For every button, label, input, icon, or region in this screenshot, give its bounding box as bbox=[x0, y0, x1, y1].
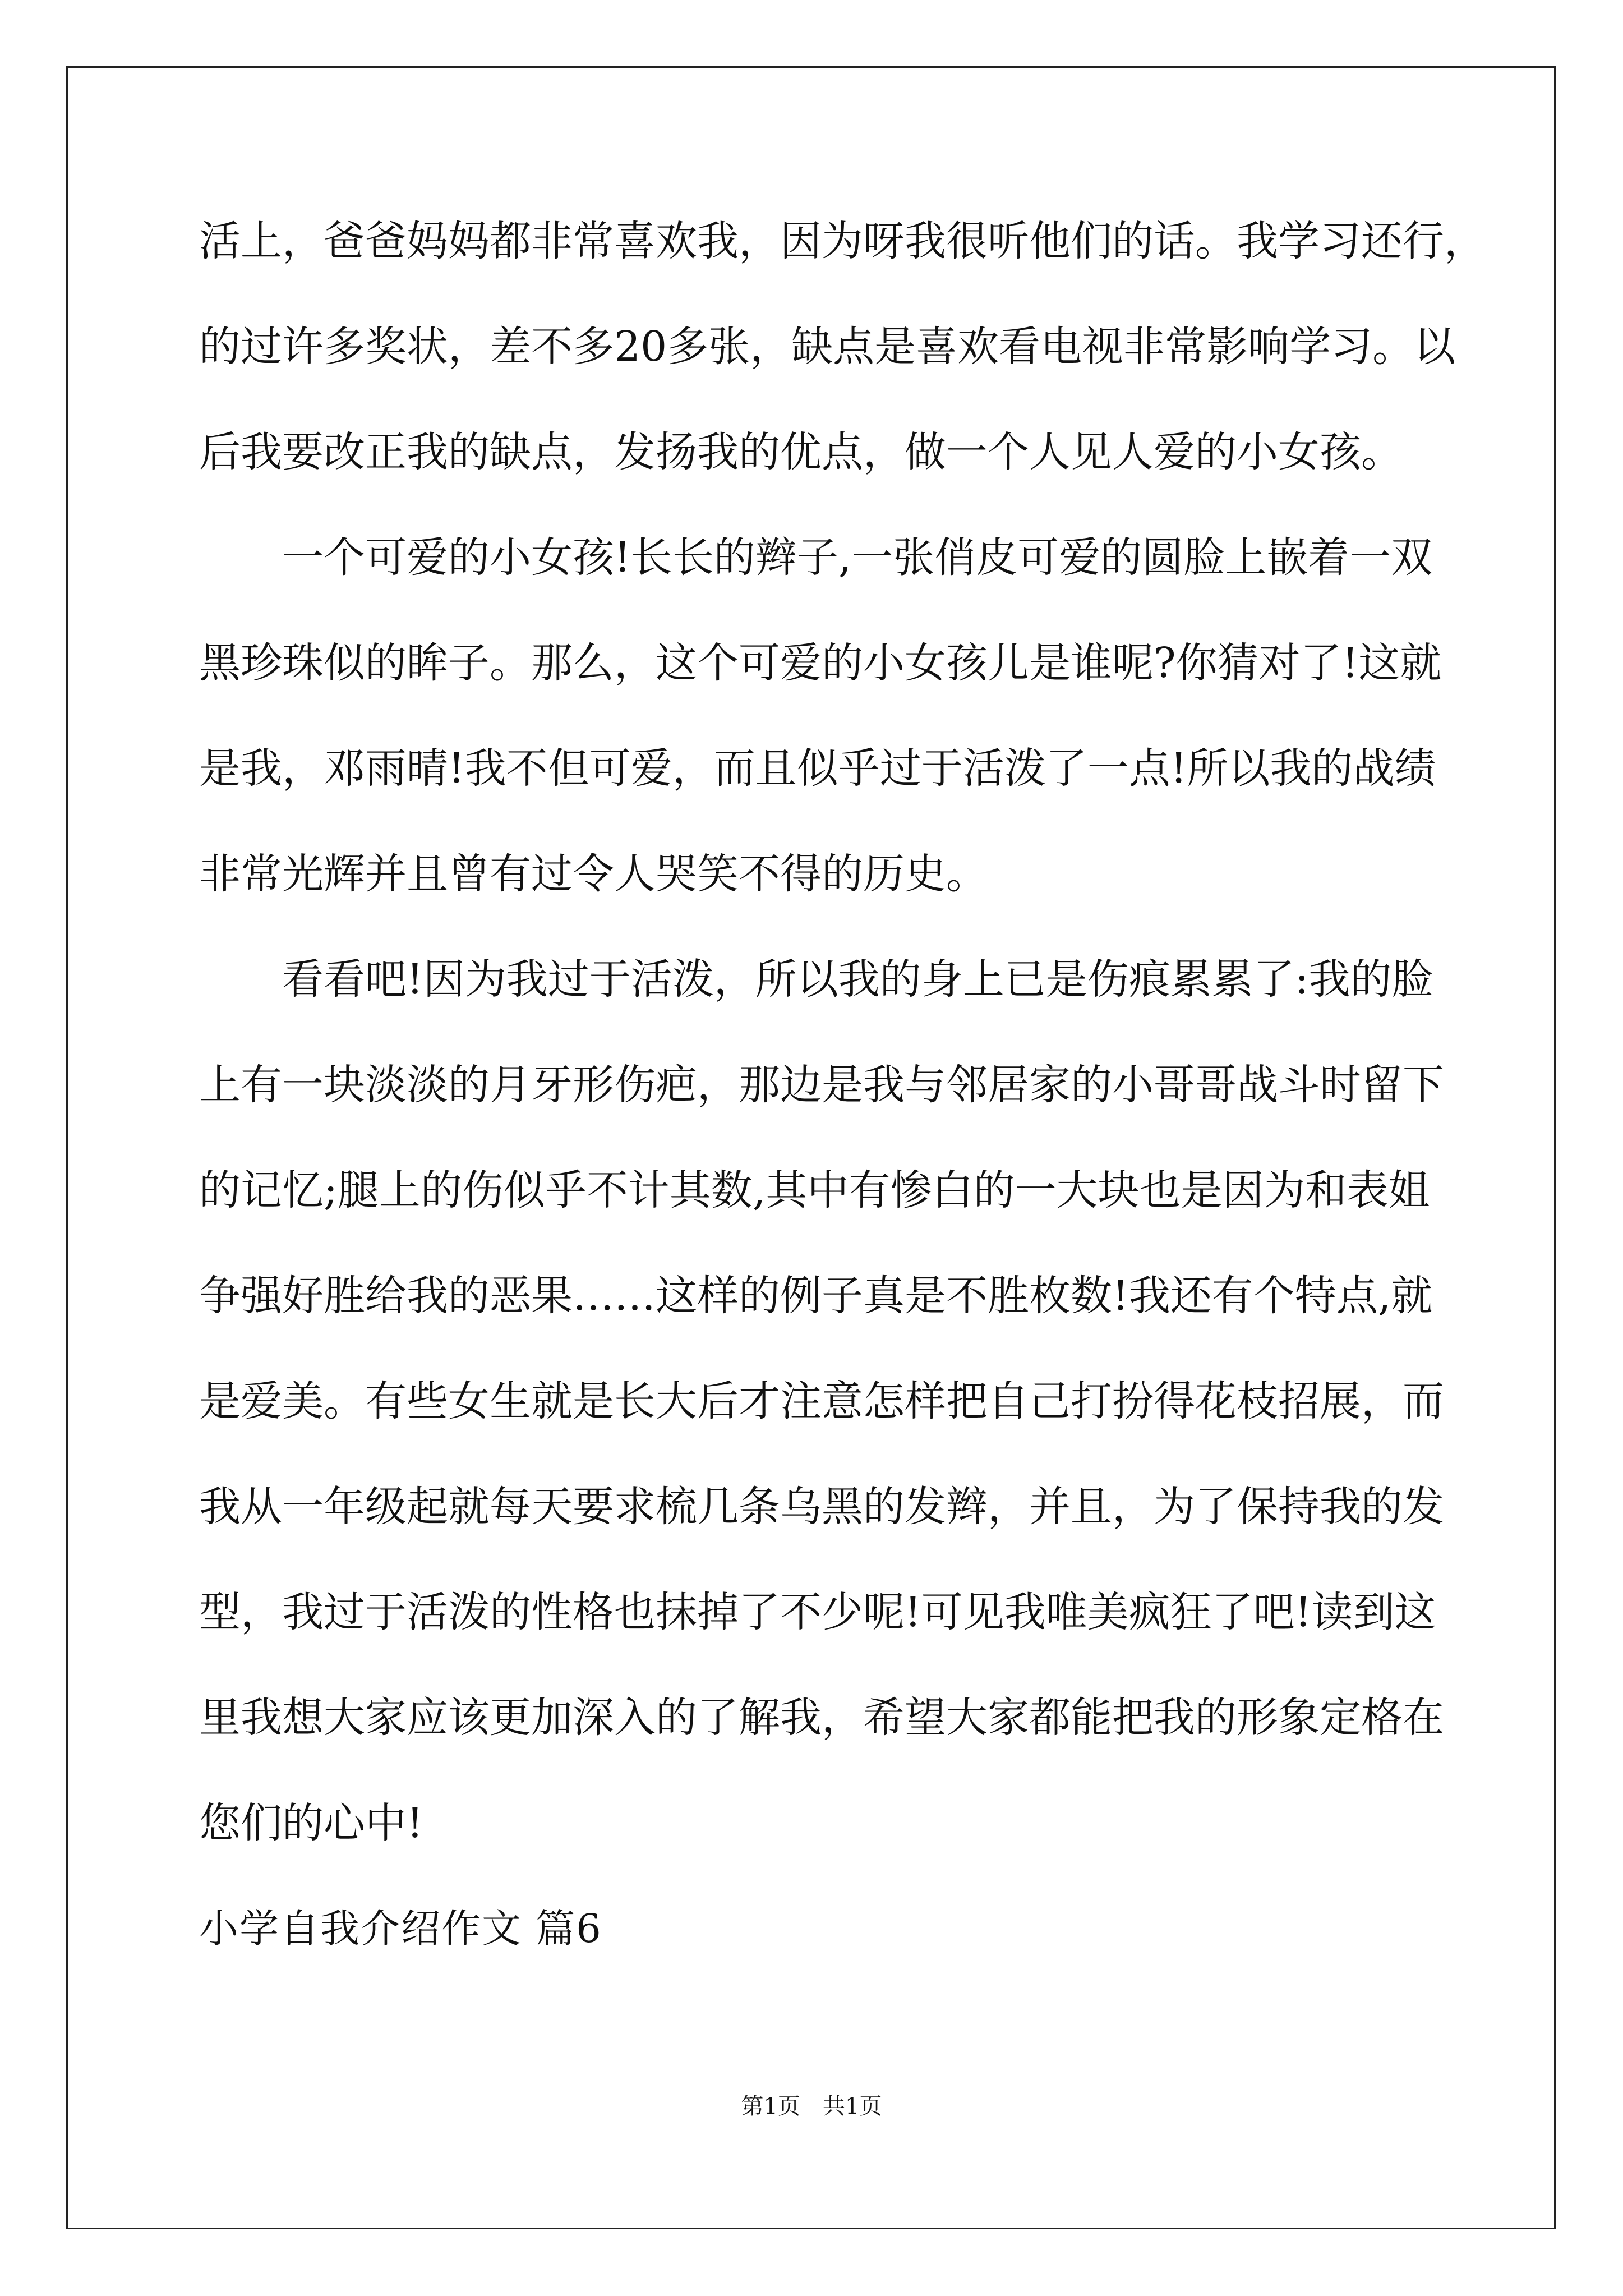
page-footer bbox=[0, 2092, 1623, 2120]
text-line-12: 是爱美。有些女生就是长大后才注意怎样把自己打扮得花枝招展，而 bbox=[199, 1377, 1444, 1425]
text-line-6: 是我，邓雨晴!我不但可爱，而且似乎过于活泼了一点!所以我的战绩 bbox=[199, 744, 1436, 793]
text-line-11: 争强好胜给我的恶果……这样的例子真是不胜枚数!我还有个特点,就 bbox=[199, 1272, 1433, 1320]
text-line-16: 您们的心中! bbox=[199, 1799, 423, 1847]
text-line-1: 活上，爸爸妈妈都非常喜欢我，因为呀我很听他们的话。我学习还行， bbox=[199, 217, 1486, 265]
text-line-15: 里我想大家应该更加深入的了解我，希望大家都能把我的形象定格在 bbox=[199, 1694, 1444, 1742]
page-number-text: 第1页 共1页 bbox=[741, 2093, 882, 2119]
section-heading: 小学自我介绍作文 篇6 bbox=[199, 1906, 602, 1952]
text-line-3: 后我要改正我的缺点，发扬我的优点，做一个人见人爱的小女孩。 bbox=[199, 428, 1403, 476]
text-line-4: 一个可爱的小女孩!长长的辫子,一张俏皮可爱的圆脸上嵌着一双 bbox=[282, 533, 1433, 582]
text-line-14: 型，我过于活泼的性格也抹掉了不少呢!可见我唯美疯狂了吧!读到这 bbox=[199, 1588, 1436, 1636]
text-line-8: 看看吧!因为我过于活泼，所以我的身上已是伤痕累累了:我的脸 bbox=[282, 955, 1433, 1004]
text-line-10: 的记忆;腿上的伤似乎不计其数,其中有惨白的一大块也是因为和表姐 bbox=[199, 1166, 1430, 1214]
text-line-9: 上有一块淡淡的月牙形伤疤，那边是我与邻居家的小哥哥战斗时留下 bbox=[199, 1061, 1444, 1109]
text-line-13: 我从一年级起就每天要求梳几条乌黑的发辫，并且，为了保持我的发 bbox=[199, 1483, 1444, 1531]
text-line-5: 黑珍珠似的眸子。那么，这个可爱的小女孩儿是谁呢?你猜对了!这就 bbox=[199, 639, 1442, 687]
text-line-2: 的过许多奖状，差不多20多张，缺点是喜欢看电视非常影响学习。以 bbox=[199, 323, 1456, 371]
document-body bbox=[199, 216, 1486, 2009]
text-line-7: 非常光辉并且曾有过令人哭笑不得的历史。 bbox=[199, 850, 988, 898]
